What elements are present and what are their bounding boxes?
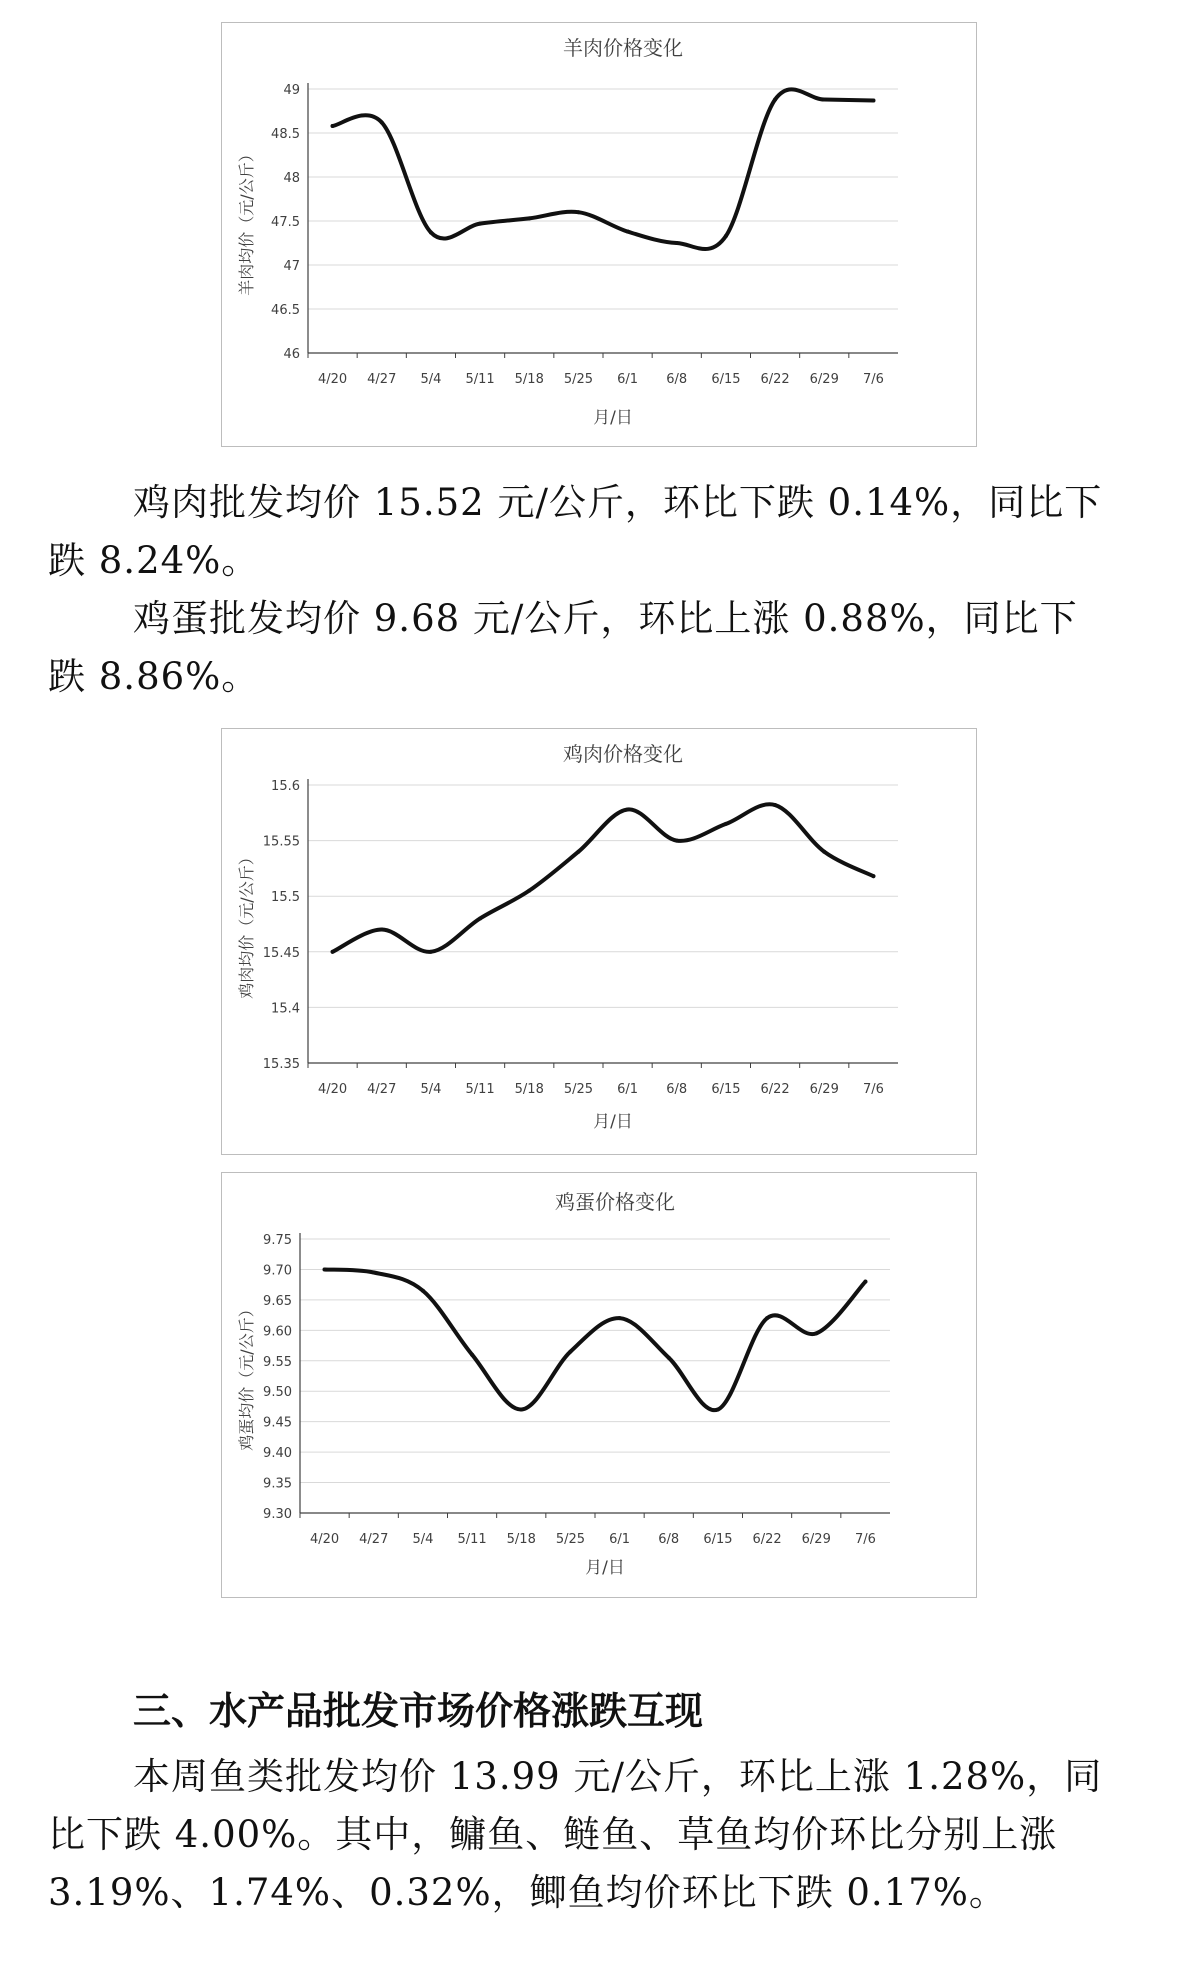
- x-tick-label: 5/11: [465, 372, 495, 387]
- y-tick-label: 9.65: [263, 1293, 292, 1309]
- y-tick-label: 15.45: [262, 945, 300, 961]
- series-line: [333, 89, 874, 249]
- section-heading: 三、水产品批发市场价格涨跌互现: [133, 1689, 704, 1733]
- y-tick-label: 15.4: [271, 1001, 300, 1017]
- x-tick-label: 7/6: [862, 372, 884, 387]
- y-tick-label: 47.5: [271, 215, 300, 230]
- mutton-chart-svg: [222, 23, 976, 446]
- y-axis-label: 鸡肉均价（元/公斤）: [237, 849, 256, 999]
- x-tick-label: 4/20: [317, 372, 348, 387]
- data-point: [724, 822, 728, 826]
- data-point: [626, 807, 630, 811]
- x-tick-label: 6/1: [617, 372, 639, 387]
- x-tick-label: 6/22: [752, 1532, 782, 1547]
- data-point: [871, 98, 875, 102]
- data-point: [323, 1267, 327, 1271]
- data-point: [871, 874, 875, 878]
- y-tick-label: 9.35: [263, 1476, 292, 1492]
- data-point: [429, 950, 433, 954]
- y-tick-label: 9.30: [263, 1507, 292, 1522]
- chart-title: 鸡肉价格变化: [563, 742, 683, 766]
- data-point: [667, 1356, 671, 1360]
- mutton-price-chart: [221, 22, 977, 447]
- y-tick-label: 47: [283, 259, 300, 274]
- y-tick-label: 46: [283, 347, 300, 362]
- egg-paragraph: [48, 590, 1158, 706]
- x-tick-label: 5/11: [465, 1082, 495, 1097]
- chicken-paragraph: [48, 474, 1158, 590]
- data-point: [822, 850, 826, 854]
- chart-title: 鸡蛋价格变化: [555, 1190, 675, 1214]
- fish-line-2: 比下跌 4.00%。其中，鳙鱼、鲢鱼、草鱼均价环比分别上涨: [48, 1813, 1058, 1856]
- egg-line-2: 跌 8.86%。: [48, 655, 260, 698]
- data-point: [380, 928, 384, 932]
- data-point: [773, 98, 777, 102]
- data-point: [675, 241, 679, 245]
- data-point: [773, 803, 777, 807]
- x-tick-label: 6/1: [609, 1532, 631, 1547]
- x-tick-label: 5/18: [506, 1532, 536, 1547]
- x-tick-label: 5/25: [563, 372, 594, 387]
- x-tick-label: 5/11: [457, 1532, 487, 1547]
- fish-line-1: 本周鱼类批发均价 13.99 元/公斤，环比上涨 1.28%，同: [133, 1755, 1103, 1798]
- x-tick-label: 6/15: [711, 372, 741, 387]
- x-tick-label: 6/29: [801, 1532, 831, 1547]
- series-line: [333, 804, 874, 952]
- y-tick-label: 48.5: [271, 127, 300, 142]
- x-tick-label: 4/20: [317, 1082, 348, 1097]
- x-tick-label: 6/1: [617, 1082, 639, 1097]
- series-line: [325, 1269, 866, 1410]
- y-tick-label: 15.35: [262, 1057, 300, 1072]
- data-point: [331, 124, 335, 128]
- data-point: [527, 216, 531, 220]
- y-tick-label: 9.60: [263, 1324, 292, 1340]
- x-tick-label: 6/29: [809, 372, 839, 387]
- x-tick-label: 5/18: [514, 372, 544, 387]
- egg-line-1: 鸡蛋批发均价 9.68 元/公斤，环比上涨 0.88%，同比下: [133, 597, 1078, 640]
- data-point: [478, 916, 482, 920]
- x-tick-label: 5/4: [412, 1532, 434, 1547]
- y-axis-label: 羊肉均价（元/公斤）: [237, 146, 256, 296]
- x-axis-label: 月/日: [593, 408, 633, 428]
- chicken-line-1: 鸡肉批发均价 15.52 元/公斤，环比下跌 0.14%，同比下: [133, 481, 1103, 524]
- data-point: [576, 850, 580, 854]
- chicken-line-2: 跌 8.24%。: [48, 539, 260, 582]
- data-point: [814, 1331, 818, 1335]
- x-tick-label: 5/4: [420, 1082, 442, 1097]
- y-tick-label: 9.40: [263, 1446, 292, 1462]
- data-point: [421, 1289, 425, 1293]
- y-tick-label: 46.5: [271, 303, 300, 318]
- y-tick-label: 15.5: [271, 890, 300, 906]
- egg-chart-svg: [222, 1173, 976, 1597]
- data-point: [519, 1407, 523, 1411]
- x-tick-label: 4/27: [359, 1532, 389, 1547]
- data-point: [618, 1316, 622, 1320]
- x-tick-label: 4/27: [367, 372, 397, 387]
- data-point: [470, 1353, 474, 1357]
- x-tick-label: 5/4: [420, 372, 442, 387]
- x-tick-label: 7/6: [862, 1082, 884, 1097]
- y-tick-label: 48: [283, 171, 300, 186]
- x-tick-label: 6/22: [760, 372, 790, 387]
- x-tick-label: 6/8: [658, 1532, 680, 1547]
- data-point: [765, 1316, 769, 1320]
- x-tick-label: 6/8: [666, 372, 688, 387]
- chart-title: 羊肉价格变化: [563, 36, 683, 60]
- fish-line-3: 3.19%、1.74%、0.32%，鲫鱼均价环比下跌 0.17%。: [48, 1871, 1007, 1914]
- x-tick-label: 4/20: [309, 1532, 340, 1547]
- x-tick-label: 5/25: [555, 1532, 586, 1547]
- x-tick-label: 7/6: [854, 1532, 876, 1547]
- x-tick-label: 6/8: [666, 1082, 688, 1097]
- x-axis-label: 月/日: [585, 1558, 625, 1578]
- y-tick-label: 9.70: [263, 1263, 292, 1279]
- x-tick-label: 6/15: [711, 1082, 741, 1097]
- data-point: [380, 120, 384, 124]
- egg-price-chart: [221, 1172, 977, 1598]
- x-tick-label: 6/29: [809, 1082, 839, 1097]
- chicken-chart-svg: [222, 729, 976, 1154]
- x-tick-label: 5/25: [563, 1082, 594, 1097]
- x-axis-label: 月/日: [593, 1112, 633, 1132]
- data-point: [724, 234, 728, 238]
- data-point: [429, 230, 433, 234]
- x-tick-label: 6/15: [703, 1532, 733, 1547]
- data-point: [568, 1350, 572, 1354]
- data-point: [822, 98, 826, 102]
- y-tick-label: 9.75: [263, 1233, 292, 1248]
- y-tick-label: 9.45: [263, 1415, 292, 1431]
- data-point: [675, 839, 679, 843]
- y-tick-label: 15.55: [262, 834, 300, 850]
- data-point: [527, 889, 531, 893]
- data-point: [372, 1270, 376, 1274]
- y-tick-label: 9.55: [263, 1354, 292, 1370]
- y-axis-label: 鸡蛋均价（元/公斤）: [237, 1301, 256, 1451]
- y-tick-label: 9.50: [263, 1385, 292, 1401]
- data-point: [626, 230, 630, 234]
- y-tick-label: 49: [283, 83, 300, 98]
- x-tick-label: 6/22: [760, 1082, 790, 1097]
- x-tick-label: 5/18: [514, 1082, 544, 1097]
- y-tick-label: 15.6: [271, 779, 300, 794]
- data-point: [576, 210, 580, 214]
- data-point: [716, 1407, 720, 1411]
- data-point: [863, 1280, 867, 1284]
- x-tick-label: 4/27: [367, 1082, 397, 1097]
- data-point: [331, 950, 335, 954]
- fish-paragraph: [48, 1748, 1158, 1922]
- chicken-price-chart: [221, 728, 977, 1155]
- data-point: [478, 222, 482, 226]
